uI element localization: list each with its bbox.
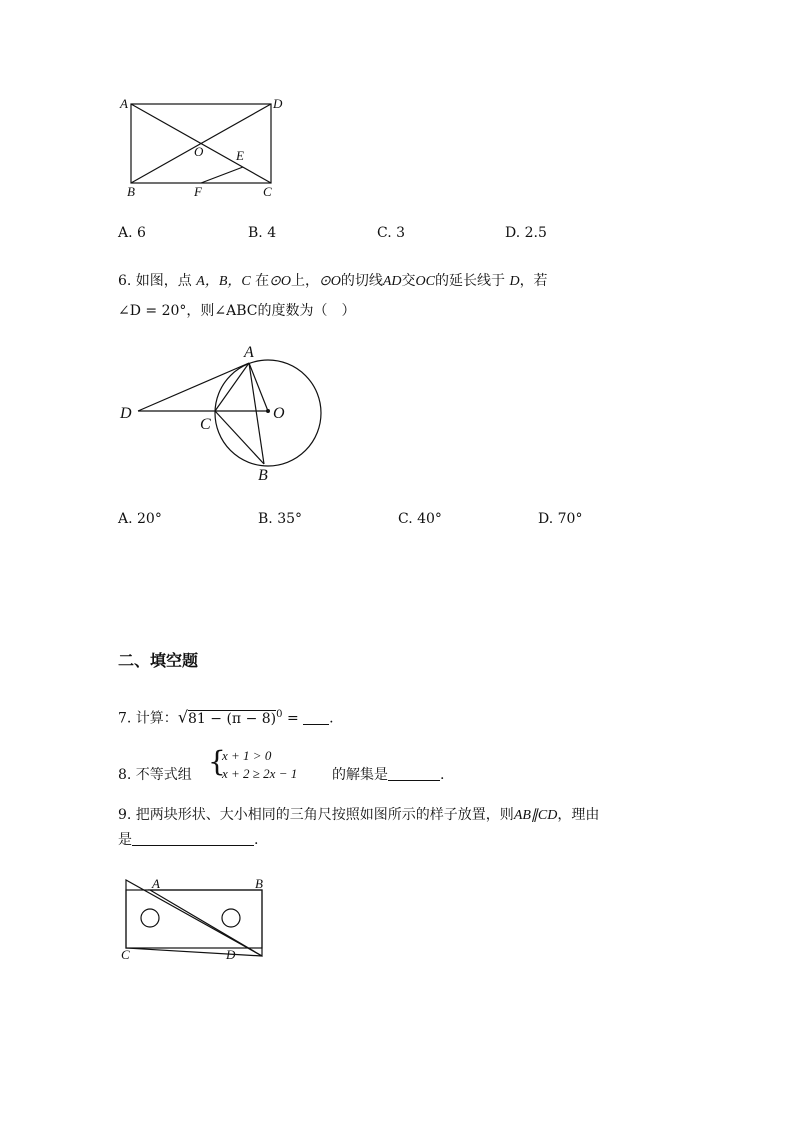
q8-prefix: 8. 不等式组 xyxy=(118,767,192,783)
q6-option-a: A. 20° xyxy=(118,511,162,527)
q9-answer-blank[interactable] xyxy=(132,831,254,846)
q9-text: 9. 把两块形状、大小相同的三角尺按照如图所示的样子放置，则 xyxy=(118,807,514,823)
segment-fe xyxy=(201,167,243,183)
q6-text-on: 在 xyxy=(250,273,270,289)
label-F: F xyxy=(194,184,202,199)
rectangle-figure xyxy=(110,92,300,202)
label-C: C xyxy=(200,416,211,433)
q7-exponent: 0 xyxy=(276,709,283,720)
q5-option-d: D. 2.5 xyxy=(505,225,547,241)
q6-text-tangent: 的切线 xyxy=(340,273,383,289)
q8-suffix: 的解集是 xyxy=(332,767,388,783)
q6-number: 6. 如图，点 xyxy=(118,273,197,289)
label-D: D xyxy=(120,405,132,422)
q5-option-a: A. 6 xyxy=(118,225,146,241)
q6-points: A，B，C xyxy=(196,274,251,289)
q9-shi: 是 xyxy=(118,832,132,848)
segment-cb xyxy=(215,411,264,464)
q6-option-b: B. 35° xyxy=(258,511,303,527)
q6-line2: ∠D = 20°，则∠ABC的度数为（ ） xyxy=(118,303,356,319)
q6-option-c: C. 40° xyxy=(398,511,442,527)
label-D: D xyxy=(226,947,236,962)
q6-text-up: 上， xyxy=(291,273,320,289)
label-C: C xyxy=(121,947,130,962)
q6-text-ext: 的延长线于 xyxy=(434,273,510,289)
label-D: D xyxy=(273,96,283,111)
q6-line1 xyxy=(118,272,548,291)
label-A: A xyxy=(244,344,254,361)
label-B: B xyxy=(258,467,268,484)
q6-ad: AD xyxy=(382,274,402,289)
q6-text-ruo: ，若 xyxy=(519,273,548,289)
label-A: A xyxy=(120,96,128,111)
q6-circle-o-2: ⊙O xyxy=(319,274,341,289)
hole-right xyxy=(222,909,240,927)
q8-tail xyxy=(332,766,444,784)
q6-text-jiao: 交 xyxy=(401,273,416,289)
q7-period: . xyxy=(329,710,334,727)
sqrt-sign: √ xyxy=(177,707,189,727)
label-B: B xyxy=(127,184,135,199)
q7-equals: = xyxy=(282,710,304,727)
segment-ab xyxy=(249,363,264,464)
label-E: E xyxy=(236,148,244,163)
q6-circle-o: ⊙O xyxy=(269,274,292,289)
q7-prefix: 7. 计算： xyxy=(118,710,178,727)
q8-period: . xyxy=(440,767,445,783)
frame-rect xyxy=(126,890,262,948)
q9-line1 xyxy=(118,806,599,825)
q9-period: . xyxy=(254,832,259,848)
label-C: C xyxy=(263,184,272,199)
q7-line xyxy=(118,706,334,728)
q7-answer-blank[interactable] xyxy=(303,710,329,725)
q9-relation: AB∥CD xyxy=(513,808,558,823)
triangle-right xyxy=(150,890,262,956)
section-title: 二、填空题 xyxy=(118,651,199,670)
q9-reason-label: ，理由 xyxy=(557,807,600,823)
radius-ao xyxy=(249,363,268,411)
label-O: O xyxy=(273,405,285,422)
label-O: O xyxy=(194,144,204,159)
q9-line2 xyxy=(118,831,258,849)
q5-option-c: C. 3 xyxy=(377,225,406,241)
q8-answer-blank[interactable] xyxy=(388,766,440,781)
q5-option-b: B. 4 xyxy=(248,225,277,241)
q8-inequality-2: x + 2 ≥ 2x − 1 xyxy=(222,766,298,781)
center-dot xyxy=(266,409,270,413)
q7-expression: 81 − (π − 8) xyxy=(188,710,277,727)
q8-inequality-1: x + 1 > 0 xyxy=(222,748,272,763)
q6-oc: OC xyxy=(415,274,435,289)
label-B: B xyxy=(255,876,263,891)
set-squares-figure xyxy=(110,872,280,964)
system-brace: { xyxy=(208,745,226,778)
hole-left xyxy=(141,909,159,927)
q6-d: D xyxy=(509,274,520,289)
label-A: A xyxy=(152,876,160,891)
circle-tangent-figure xyxy=(110,340,340,490)
q6-option-d: D. 70° xyxy=(538,511,583,527)
